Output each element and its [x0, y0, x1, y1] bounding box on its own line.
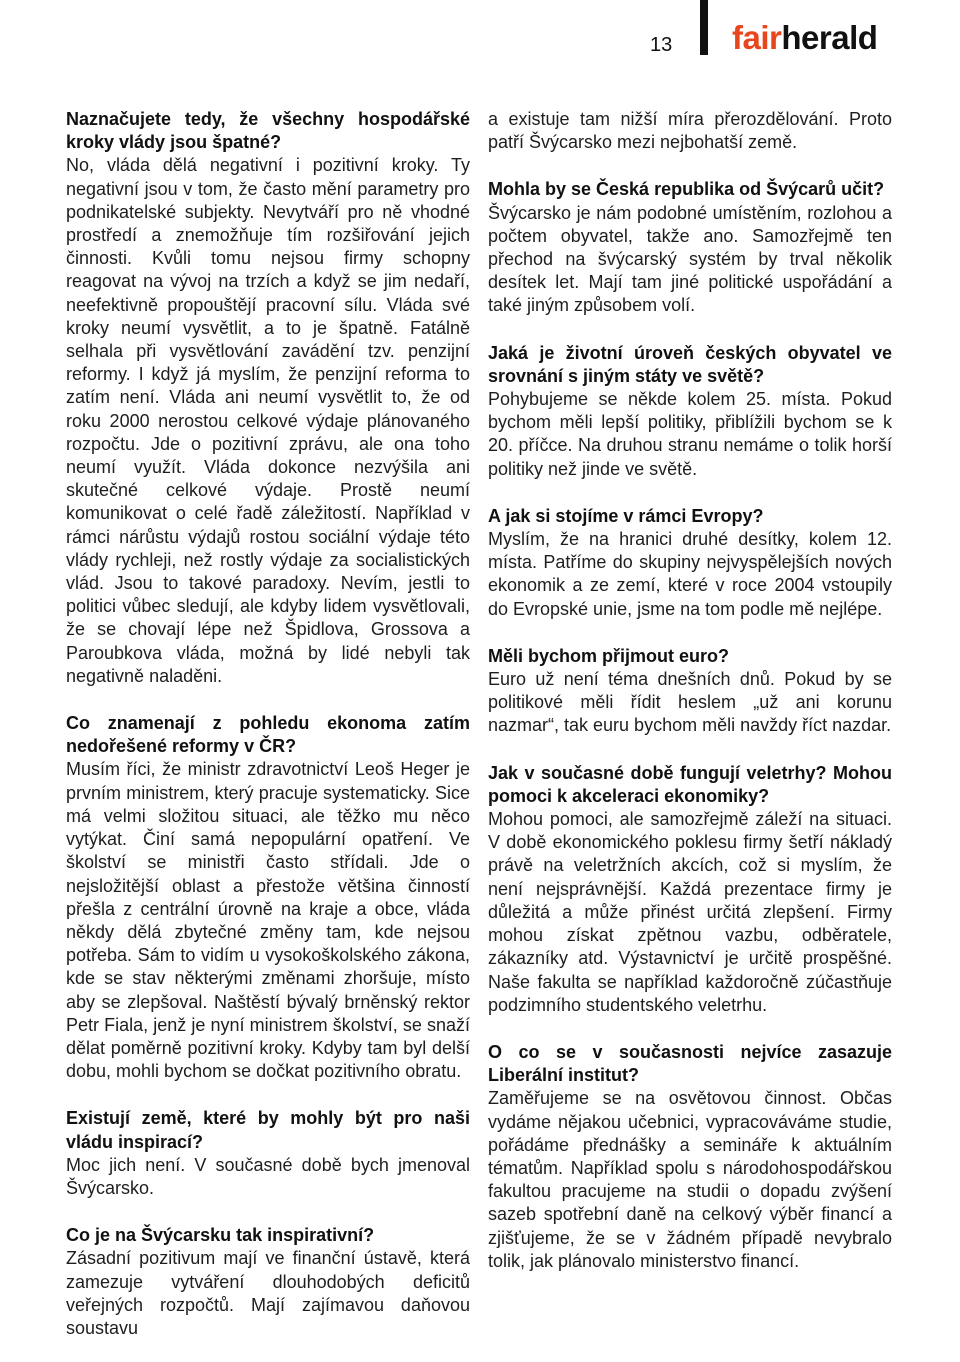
header-divider-bar	[700, 0, 708, 55]
spacer	[488, 1017, 892, 1041]
qa-block	[488, 178, 892, 317]
left-column	[66, 108, 470, 1340]
spacer	[488, 318, 892, 342]
question: Mohla by se Česká republika od Švýcarů učit?	[488, 179, 885, 200]
qa-block	[488, 505, 892, 621]
qa-block	[488, 645, 892, 738]
answer: Pohybujeme se někde kolem 25. místa. Pokud bychom měli lepší politiky, přiblížili bychom se k 20. příčce. Na druhou stranu nemáme o tolik horší politiky než jinde ve světě.	[488, 389, 892, 479]
answer: No, vláda dělá negativní i pozitivní kroky. Ty negativní jsou v tom, že často mění parametry pro podnikatelské subjekty. Nevytváří pro ně vhodné prostředí a znemožňuje tím rozšiřování jejich činnosti. Kvůli tomu nejsou firmy schopny reagovat na vývoj na trzích a když se jim nedaří, neefektivně propouštějí pracovní sílu. Vláda své kroky neumí vysvětlit, a to je špatně. Fatálně selhala při vysvětlování zavádění tzv. penzijní reformy. I když já myslím, že penzijní reforma to zatím není. Vláda ani neumí vysvětlit to, že od roku 2000 nerostou celkové výdaje plánovaného rozpočtu. Jde o pozitivní zprávu, ale ona toho neumí využít. Vláda dokonce nezvýšila ani skutečné celkové výdaje. Prostě neumí komunikovat o celé řadě záležitostí. Například v rámci nárůstu výdajů rostou sociální výdaje této vlády rychleji, než rostly výdaje za socialistických vlád. Jsou to takové paradoxy. Nevím, jestli to politici vůbec sledují, ale kdyby lidem vysvětlovali, že se chovají lépe než Špidlova, Grossova a Paroubkova vláda, možná by lidé nebyli tak negativně naladěni.	[66, 155, 470, 686]
qa-block	[488, 1041, 892, 1273]
answer: Euro už není téma dnešních dnů. Pokud by se politikové měli řídit heslem „už ani korunu nazmar“, tak euru bychom měli navždy říct nazdar.	[488, 669, 892, 736]
qa-block	[488, 762, 892, 1017]
continued-answer: a existuje tam nižší míra přerozdělování. Proto patří Švýcarsko mezi nejbohatší země.	[488, 109, 892, 153]
masthead-herald: herald	[781, 19, 878, 56]
answer: Myslím, že na hranici druhé desítky, kolem 12. místa. Patříme do skupiny nejvyspělejších nových ekonomik a ze zemí, které v roce 2004 vstoupily do Evropské unie, jsme na tom podle mě nejlépe.	[488, 529, 892, 619]
answer: Mohou pomoci, ale samozřejmě záleží na situaci. V době ekonomického poklesu firmy šetří nákladý právě na veletržních akcích, což si myslím, že není nejsprávnější. Každá prezentace firmy je důležitá a může přinést určitá zlepšení. Firmy mohou získat zpětnou vazbu, odběratele, zákazníky atd. Výstavnictví je určitě prospěšné. Naše fakulta se například každoročně zúčastňuje podzimního studentského veletrhu.	[488, 809, 892, 1015]
spacer	[66, 1200, 470, 1224]
question: Jak v současné době fungují veletrhy? Mohou pomoci k akceleraci ekonomiky?	[488, 762, 892, 806]
qa-block	[488, 342, 892, 481]
question: Co je na Švýcarsku tak inspirativní?	[66, 1225, 375, 1246]
question: O co se v současnosti nejvíce zasazuje Liberální institut?	[488, 1041, 892, 1086]
question: Měli bychom přijmout euro?	[488, 645, 730, 666]
masthead-logo	[732, 18, 877, 58]
answer: Moc jich není. V současné době bych jmenoval Švýcarsko.	[66, 1154, 470, 1198]
question: Co znamenají z pohledu ekonoma zatím nedořešené reformy v ČR?	[66, 713, 470, 757]
right-column	[488, 108, 892, 1273]
answer: Zásadní pozitivum mají ve finanční ústavě, která zamezuje vytváření dlouhodobých deficitů veřejných rozpočtů. Mají zajímavou daňovou soustavu	[66, 1248, 470, 1338]
spacer	[488, 621, 892, 645]
qa-block	[66, 108, 470, 688]
spacer	[488, 154, 892, 178]
qa-block	[66, 1224, 470, 1340]
masthead-fair: fair	[732, 19, 782, 56]
spacer	[488, 738, 892, 762]
answer: Zaměřujeme se na osvětovou činnost. Občas vydáme nějakou učebnici, vypracováváme studie, pořádáme přednášky a semináře k aktuálním tématům. Například spolu s národohospodářskou fakultou pracujeme na studii o dopadu zvýšení sazeb spotřební daně na celkový výběr financí a zjišťujeme, že se v žádném případě nevybralo tolik, jak plánovalo ministerstvo financí.	[488, 1088, 892, 1271]
answer: Musím říci, že ministr zdravotnictví Leoš Heger je prvním ministrem, který pracuje systematicky. Sice má velmi složitou situaci, ale těžko mu něco vytýkat. Činí samá nepopulární opatření. Ve školství se ministři často střídali. Jde o nejsložitější oblast a přestože většina činností přešla z centrální úrovně na kraje a obce, vláda někdy dělá zbytečné změny tam, kde nejsou potřeba. Sám to vidím u vysokoškolského zákona, kde se stav některými změnami zhoršuje, místo aby se zlepšoval. Naštěstí bývalý brněnský rektor Petr Fiala, jenž je nyní ministrem školství, se snaží dělat poměrně pozitivní kroky. Kdyby tam byl delší dobu, mohli bychom se dočkat pozitivního obratu.	[66, 759, 470, 1082]
question: Existují země, které by mohly být pro naši vládu inspirací?	[66, 1108, 470, 1152]
spacer	[66, 688, 470, 712]
question: Jaká je životní úroveň českých obyvatel ve srovnání s jiným státy ve světě?	[488, 342, 892, 386]
spacer	[66, 1083, 470, 1107]
question: A jak si stojíme v rámci Evropy?	[488, 505, 764, 526]
answer: Švýcarsko je nám podobné umístěním, rozlohou a počtem obyvatel, takže ano. Samozřejmě ten přechod na švýcarský systém by trval několik desítek let. Mají tam jiné politické uspořádání a také jiným způsobem volí.	[488, 202, 892, 316]
page-header	[0, 0, 960, 58]
qa-block	[66, 712, 470, 1083]
qa-block	[66, 1107, 470, 1200]
spacer	[488, 481, 892, 505]
page-number: 13	[650, 34, 673, 56]
question: Naznačujete tedy, že všechny hospodářské kroky vlády jsou špatné?	[66, 109, 470, 153]
